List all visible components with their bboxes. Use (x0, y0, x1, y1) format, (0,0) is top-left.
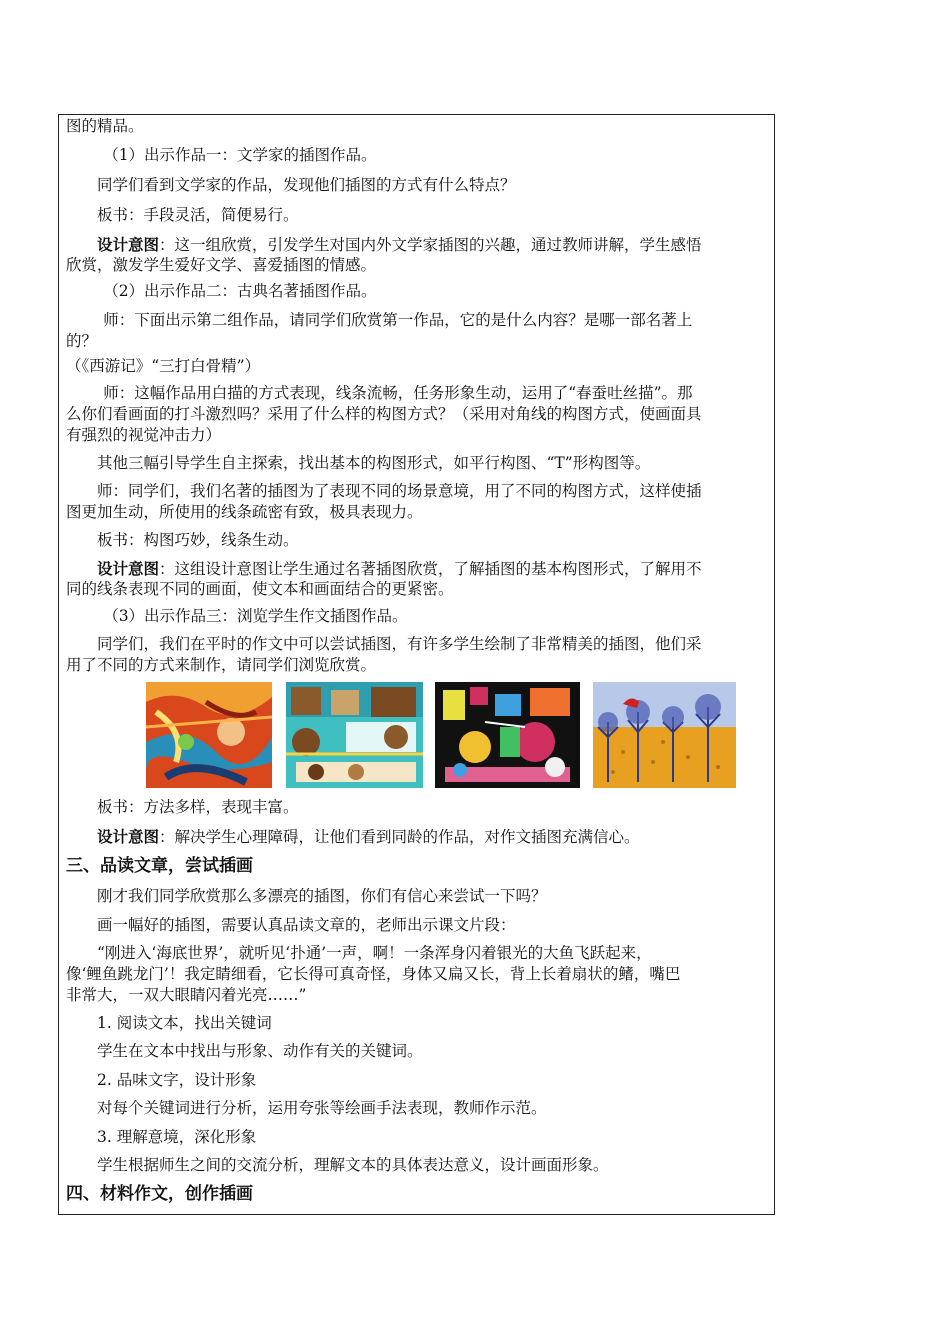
text-line: 板书：方法多样，表现丰富。 (97, 798, 299, 816)
step-heading: 1. 阅读文本，找出关键词 (97, 1014, 272, 1032)
design-intent-label: 设计意图 (97, 559, 160, 578)
quoted-passage: “刚进入‘海底世界’，就听见‘扑通’一声，啊！一条浑身闪着银光的大鱼飞跃起来， (97, 944, 652, 962)
step-heading: 3. 理解意境，深化形象 (97, 1128, 257, 1146)
design-intent-label: 设计意图 (97, 235, 160, 254)
artwork-image-1 (146, 682, 272, 788)
text-line: 用了不同的方式来制作，请同学们浏览欣赏。 (66, 656, 377, 674)
text-line: 师：下面出示第二组作品，请同学们欣赏第一作品，它的是什么内容？是哪一部名著上 (103, 311, 693, 329)
text-line: （3）出示作品三：浏览学生作文插图作品。 (103, 607, 408, 625)
section-heading-4: 四、材料作文，创作插画 (66, 1184, 253, 1204)
design-intent-1: 设计意图：这一组欣赏，引发学生对国内外文学家插图的兴趣，通过教师讲解，学生感悟 (97, 235, 702, 254)
text-line: 的？ (66, 332, 98, 350)
text-line: 刚才我们同学欣赏那么多漂亮的插图，你们有信心来尝试一下吗？ (97, 887, 547, 905)
artwork-image-4 (593, 682, 736, 788)
text-line: 其他三幅引导学生自主探索，找出基本的构图形式，如平行构图、“T”形构图等。 (97, 454, 651, 472)
text-line: 对每个关键词进行分析，运用夸张等绘画手法表现，教师作示范。 (97, 1099, 547, 1117)
section-heading-3: 三、品读文章，尝试插画 (66, 856, 253, 876)
design-intent-label: 设计意图 (97, 827, 160, 846)
text-line: 有强烈的视觉冲击力） (66, 426, 222, 444)
text-line: 同学们看到文学家的作品，发现他们插图的方式有什么特点？ (97, 176, 516, 194)
design-intent-2: 设计意图：这组设计意图让学生通过名著插图欣赏，了解插图的基本构图形式，了解用不 (97, 559, 702, 578)
text-line: （《西游记》“三打白骨精”） (66, 357, 261, 375)
text-line: 师：这幅作品用白描的方式表现，线条流畅，任务形象生动，运用了“春蚕吐丝描”。那 (103, 384, 693, 402)
text-line: 学生根据师生之间的交流分析，理解文本的具体表达意义，设计画面形象。 (97, 1156, 609, 1174)
text-line: （1）出示作品一：文学家的插图作品。 (103, 146, 377, 164)
step-heading: 2. 品味文字，设计形象 (97, 1071, 257, 1089)
text-line: 板书：构图巧妙，线条生动。 (97, 531, 299, 549)
text-line: 画一幅好的插图，需要认真品读文章的，老师出示课文片段： (97, 916, 516, 934)
text-line: （2）出示作品二：古典名著插图作品。 (103, 282, 377, 300)
text-line: 师：同学们，我们名著的插图为了表现不同的场景意境，用了不同的构图方式，这样使插 (97, 482, 702, 500)
text-line: 同的线条表现不同的画面，使文本和画面结合的更紧密。 (66, 580, 454, 598)
design-intent-3: 设计意图：解决学生心理障碍，让他们看到同龄的作品，对作文插图充满信心。 (97, 827, 640, 846)
quoted-passage: 像‘鲤鱼跳龙门’！我定睛细看，它长得可真奇怪，身体又扁又长，背上长着扇状的鳍，嘴巴 (66, 965, 681, 983)
text-line: 图更加生动，所使用的线条疏密有致，极具表现力。 (66, 503, 423, 521)
artwork-image-2 (286, 682, 423, 788)
text-line: 同学们，我们在平时的作文中可以尝试插图，有许多学生绘制了非常精美的插图，他们采 (97, 635, 702, 653)
text-line: 么你们看画面的打斗激烈吗？采用了什么样的构图方式？（采用对角线的构图方式，使画面具 (66, 405, 702, 423)
quoted-passage: 非常大，一双大眼睛闪着光亮……” (66, 986, 307, 1004)
text-line: 板书：手段灵活，简便易行。 (97, 206, 299, 224)
text-line: 学生在文本中找出与形象、动作有关的关键词。 (97, 1042, 423, 1060)
text-line: 欣赏，激发学生爱好文学、喜爱插图的情感。 (66, 256, 377, 274)
text-line: 图的精品。 (66, 117, 144, 135)
artwork-image-3 (435, 682, 580, 788)
student-artwork-gallery (66, 682, 766, 792)
